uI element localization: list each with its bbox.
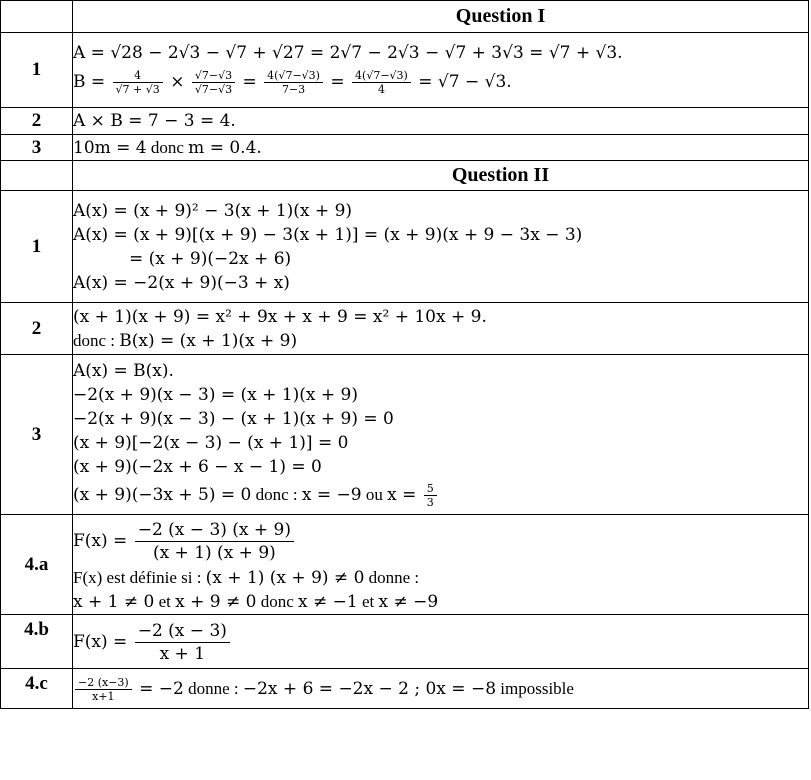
qii-row-4b-num: 4.b — [1, 615, 73, 669]
qii-4a-domain-result: x + 1 ≠ 0 et x + 9 ≠ 0 donc x ≠ −1 et x ≠ −9 — [73, 591, 439, 612]
qi-row-3-num: 3 — [1, 135, 73, 161]
question-i-header-row — [1, 1, 809, 33]
qii-row-2-num: 2 — [1, 303, 73, 355]
question-ii-header-num-cell — [1, 161, 73, 191]
b-fraction-2: $\frac{√7-√3}{√7-√3}$ — [192, 69, 235, 96]
b-fraction-1: $\frac{4}{√7 + √3}$ — [113, 69, 163, 96]
qii-3-line-6: (x + 9)(−3x + 5) = 0 donc : x = −9 ou x = $\frac{5}{3}$ — [73, 479, 808, 511]
qii-3-line-4: (x + 9)[−2(x − 3) − (x + 1)] = 0 — [73, 432, 349, 453]
qii-row-1-content — [73, 191, 809, 303]
qii-1-line-3: = (x + 9)(−2x + 6) — [129, 248, 292, 269]
qi-m-value: 10m = 4 donc m = 0.4. — [73, 137, 262, 158]
question-i-header-num-cell — [1, 1, 73, 33]
qii-4a-domain-condition: F(x) est définie si : (x + 1) (x + 9) ≠ 0 donne : — [73, 567, 420, 588]
qii-4a-function: F(x) = $\frac{-2 (x - 3) (x + 9)}{(x + 1) (x + 9)}$ — [73, 516, 808, 566]
qii-row-4a-content — [73, 515, 809, 615]
question-ii-title: Question II — [73, 161, 809, 191]
qi-row-1-content — [73, 33, 809, 108]
qi-row-1-num: 1 — [1, 33, 73, 108]
b-fraction-3: $\frac{4(√7-√3)}{7-3}$ — [264, 69, 323, 96]
qii-row-4b — [1, 615, 809, 669]
qii-row-3-content — [73, 355, 809, 515]
solution-fraction: $\frac{5}{3}$ — [424, 482, 437, 509]
b-fraction-4: $\frac{4(√7-√3)}{4}$ — [352, 69, 411, 96]
qii-3-line-5: (x + 9)(−2x + 6 − x − 1) = 0 — [73, 456, 322, 477]
qii-3-line-1: A(x) = B(x). — [73, 360, 174, 381]
qi-row-2 — [1, 108, 809, 135]
qii-row-1 — [1, 191, 809, 303]
qii-row-4b-content — [73, 615, 809, 669]
qii-1-line-1: A(x) = (x + 9)² − 3(x + 1)(x + 9) — [73, 200, 353, 221]
question-i-title: Question I — [73, 1, 809, 33]
qii-row-3 — [1, 355, 809, 515]
qi-row-1 — [1, 33, 809, 108]
qi-row-2-num: 2 — [1, 108, 73, 135]
qii-2-line-1: (x + 1)(x + 9) = x² + 9x + x + 9 = x² + 10x + 9. — [73, 306, 487, 327]
qii-4b-function: F(x) = $\frac{-2 (x - 3)}{x + 1}$ — [73, 617, 808, 667]
qii-3-line-3: −2(x + 9)(x − 3) − (x + 1)(x + 9) = 0 — [73, 408, 394, 429]
qii-2-line-2: donc : B(x) = (x + 1)(x + 9) — [73, 330, 298, 351]
qii-1-line-2: A(x) = (x + 9)[(x + 9) − 3(x + 1)] = (x + 9)(x + 9 − 3x − 3) — [73, 224, 583, 245]
qii-row-1-num: 1 — [1, 191, 73, 303]
qi-a-expression: A = √28 − 2√3 − √7 + √27 = 2√7 − 2√3 − √7 + 3√3 = √7 + √3. — [73, 43, 623, 63]
qi-row-2-content — [73, 108, 809, 135]
qii-4c-equation: $\frac{-2 (x-3)}{x+1}$ = −2 donne : −2x + 6 = −2x − 2 ; 0x = −8 impossible — [73, 670, 808, 708]
qii-row-2-content — [73, 303, 809, 355]
qii-1-line-4: A(x) = −2(x + 9)(−3 + x) — [73, 272, 290, 293]
qii-row-4a-num: 4.a — [1, 515, 73, 615]
equation-fraction: $\frac{-2 (x-3)}{x+1}$ — [75, 676, 132, 703]
qii-3-line-2: −2(x + 9)(x − 3) = (x + 1)(x + 9) — [73, 384, 358, 405]
f-fraction-simplified: $\frac{-2 (x - 3)}{x + 1}$ — [135, 620, 230, 665]
qii-row-4c — [1, 669, 809, 709]
qi-b-expression: B = $\frac{4}{√7 + √3}$ × $\frac{√7-√3}{√7-√3}$ = $\frac{4(√7-√3)}{7-3}$ = $\frac{4(√7-√3)}{4}$ = √7 − √3. — [73, 69, 512, 96]
question-ii-header-row — [1, 161, 809, 191]
qii-row-3-num: 3 — [1, 355, 73, 515]
qii-row-2 — [1, 303, 809, 355]
qii-row-4c-content — [73, 669, 809, 709]
qi-row-3-content — [73, 135, 809, 161]
qi-row-3 — [1, 135, 809, 161]
qi-ab-product: A × B = 7 − 3 = 4. — [73, 111, 236, 131]
qii-row-4a — [1, 515, 809, 615]
f-fraction-full: $\frac{-2 (x - 3) (x + 9)}{(x + 1) (x + 9)}$ — [135, 519, 294, 564]
qii-row-4c-num: 4.c — [1, 669, 73, 709]
